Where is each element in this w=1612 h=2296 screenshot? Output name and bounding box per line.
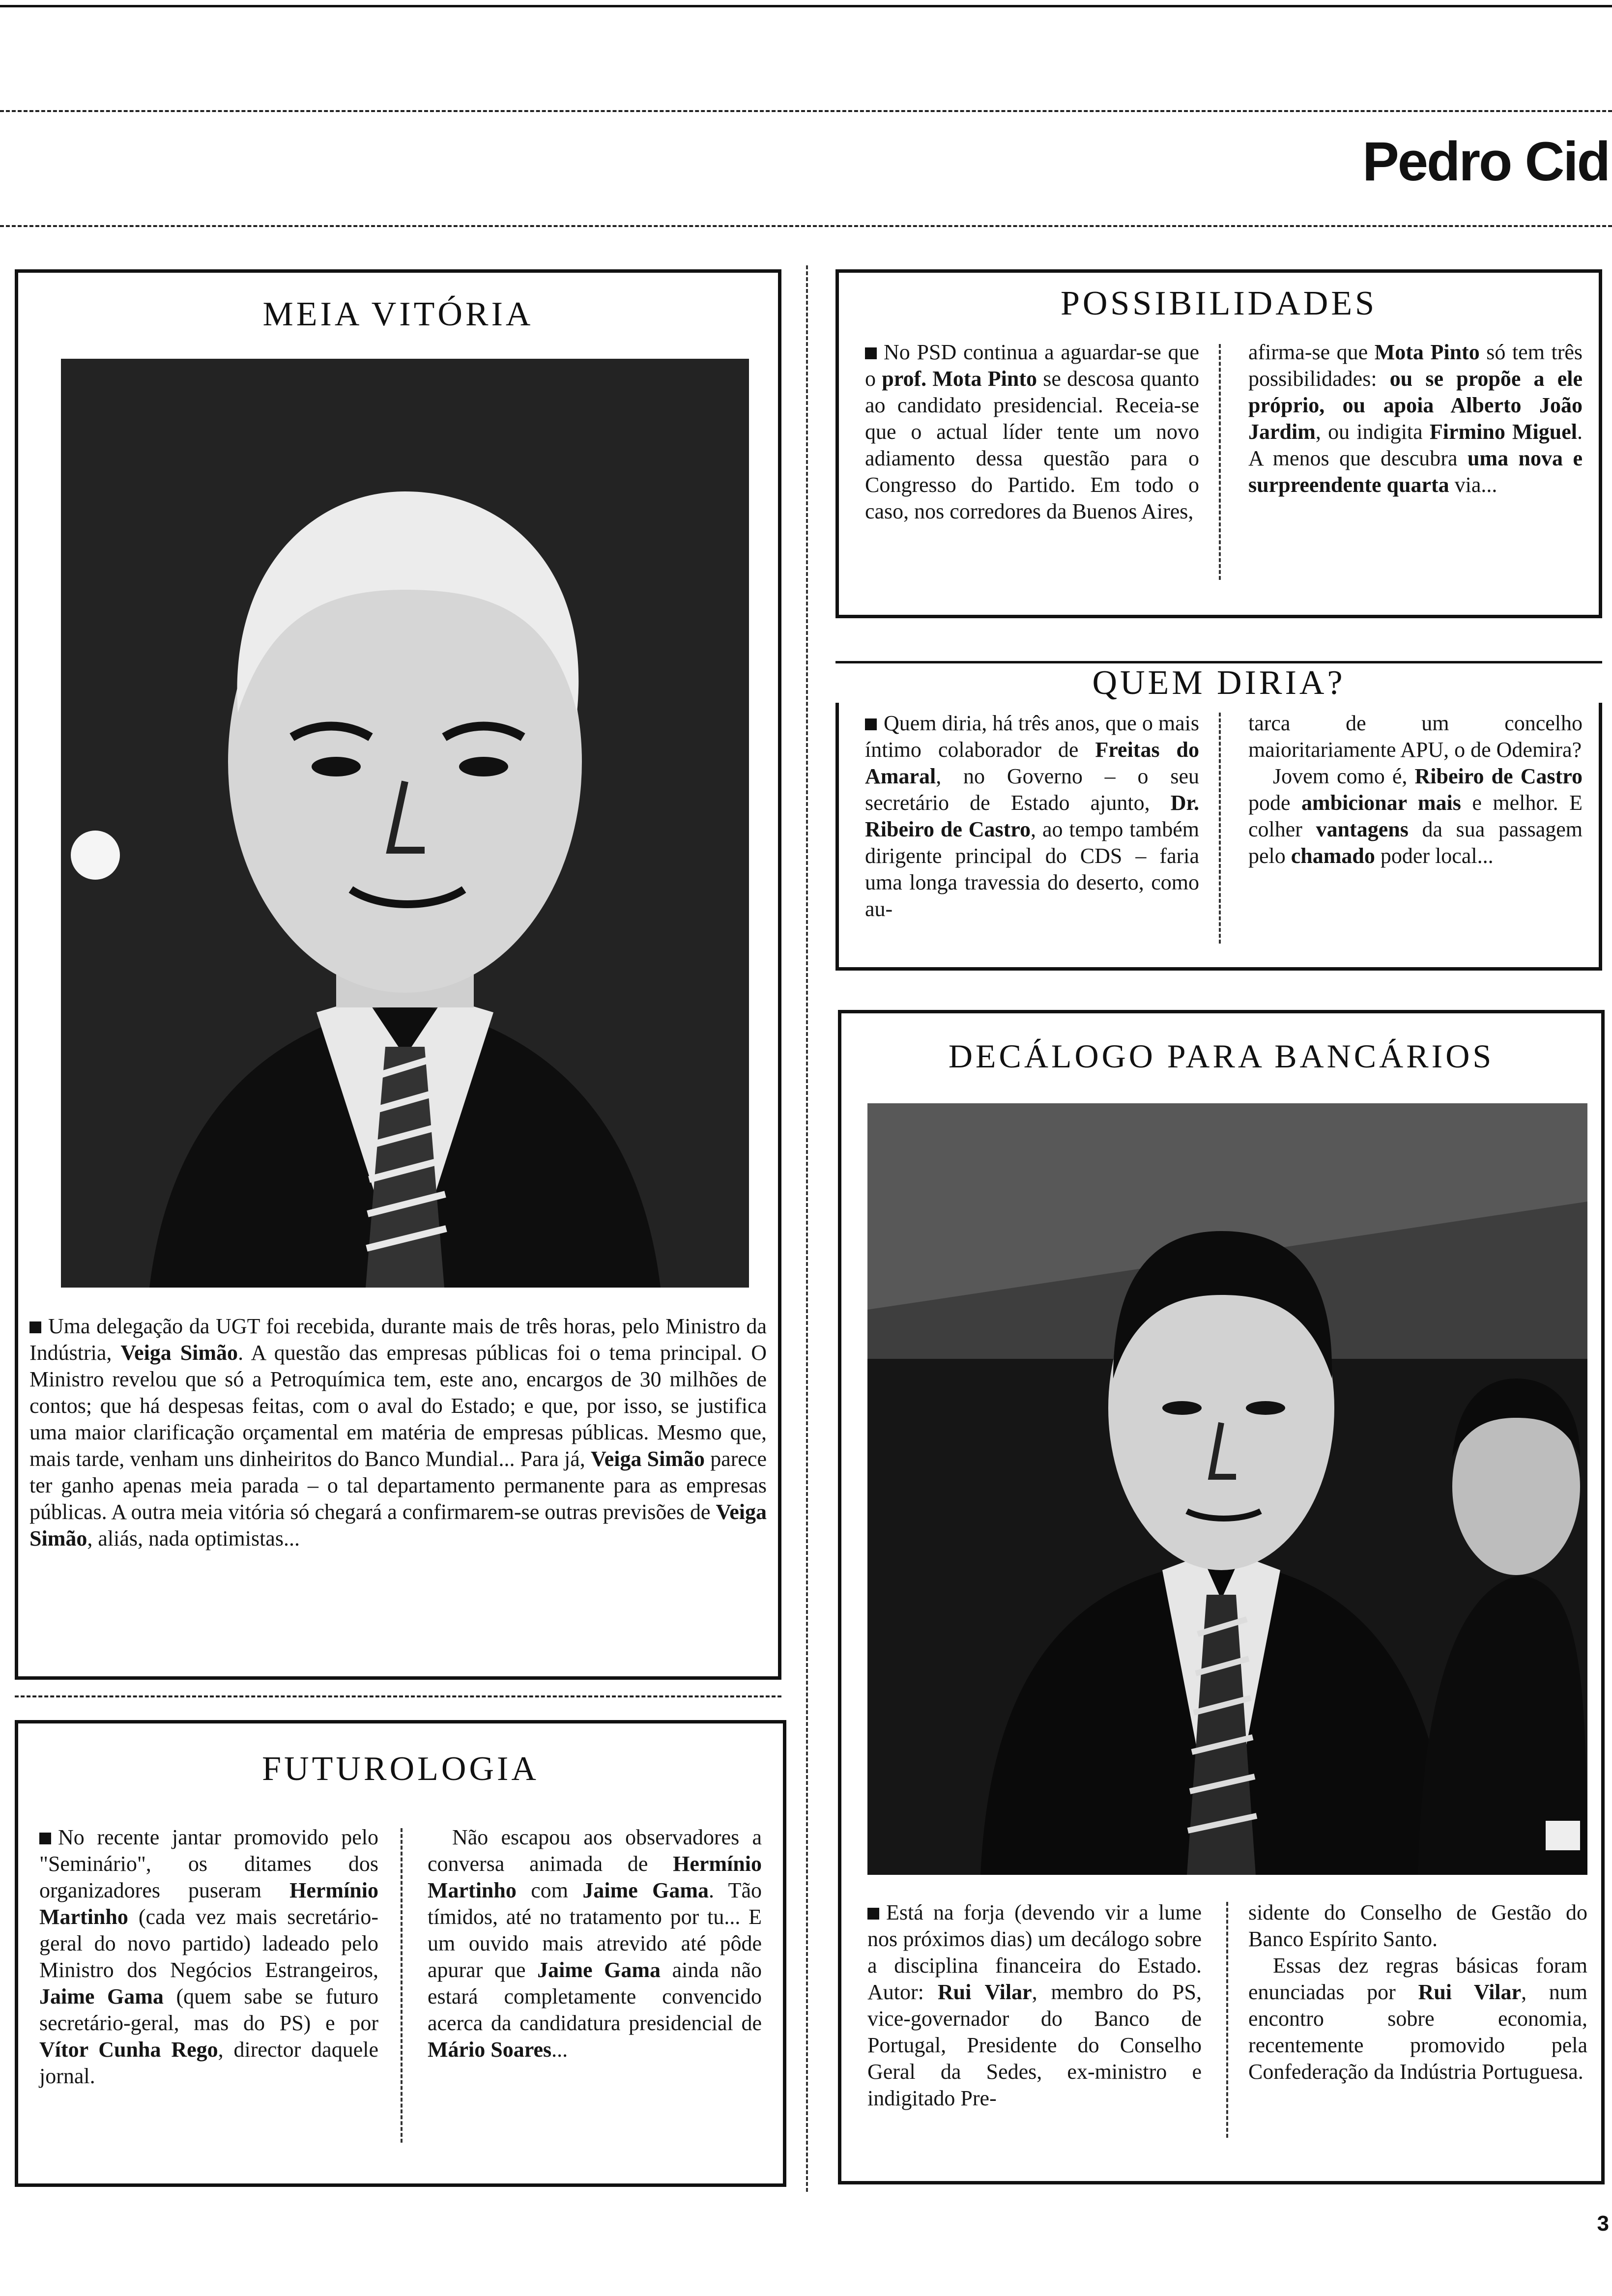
person-name: Hermínio Martinho [428,1852,762,1902]
decalogo-text: , num encontro sobre economia, recentemente promovido pela Confederação da Indústria Portuguesa. [1248,1980,1587,2084]
person-name: Veiga Simão [29,1500,767,1550]
quem-diria-text: e melhor. E colher [1248,791,1583,841]
possibilidades-divider [1219,344,1221,580]
header-rule-top [0,110,1612,112]
futurologia-title: FUTUROLOGIA [262,1750,539,1788]
person-name: Rui Vilar [1418,1980,1522,2004]
possibilidades-emphasis: ou se propõe a ele próprio, ou apoia [1248,367,1583,417]
column-divider [806,265,808,2192]
futurologia-text: (cada vez mais secretário-geral do novo partido) ladeado pelo Ministro dos Negócios Estrangeiros, [39,1905,378,1982]
decalogo-text: Está na forja (devendo vir a lume nos próximos dias) um decálogo sobre a disciplina financeira do Estado. Autor: [867,1900,1202,2004]
person-name: Firmino Miguel [1429,420,1577,444]
decalogo-title: DECÁLOGO PARA BANCÁRIOS [948,1037,1495,1075]
top-rule [0,5,1612,7]
quem-diria-text: da sua passagem pelo [1248,817,1583,868]
futurologia-text: ainda não estará completamente convencido acerca da candidatura presidencial de [428,1958,762,2035]
portrait-photo-icon [61,359,749,1288]
quem-diria-emphasis: vantagens [1316,817,1409,841]
decalogo-text: , membro do PS, vice-governador do Banco de Portugal, Presidente do Conselho Geral da Sedes, ex-ministro e indigitado Pre- [867,1980,1202,2110]
possibilidades-text: só tem três possibilidades: [1248,340,1583,391]
futurologia-text: Não escapou aos observadores a conversa animada de [428,1825,762,1876]
bullet-icon [29,1321,41,1333]
meia-vitoria-text-4: , aliás, nada optimistas... [87,1526,300,1550]
bullet-icon [867,1908,879,1920]
possibilidades-col2 [1248,339,1583,498]
quem-diria-divider [1219,713,1221,944]
futurologia-col2 [428,1824,762,2063]
meia-vitoria-text-2: . A questão das empresas públicas foi o tema principal. O Ministro revelou que só a Petroquímica tem, este ano, encargos de 30 milhões de contos; que há despesas feitas, com o aval do Estado; e que, por isso, se justifica uma maior clarificação orçamental em matéria de empresas públicas. Mesmo que, mais tarde, venham uns dinheiritos do Banco Mundial... Para já, [29,1341,767,1471]
decalogo-text: sidente do Conselho de Gestão do Banco Espírito Santo. [1248,1900,1587,1951]
meia-vitoria-photo [61,359,749,1288]
person-name: Hermínio Martinho [39,1878,378,1929]
quem-diria-title: QUEM DIRIA? [835,663,1602,703]
bullet-icon [39,1833,51,1844]
futurologia-text: (quem sabe se futuro secretário-geral, mas do PS) e por [39,1984,378,2035]
person-name: Freitas do Amaral [865,738,1199,788]
futurologia-text: No recente jantar promovido pelo "Seminário", os ditames dos organizadores puseram [39,1825,378,1902]
quem-diria-text: poder local... [1375,844,1494,868]
group-photo-icon [867,1103,1587,1875]
quem-diria-col2 [1248,710,1583,869]
futurologia-text: com [516,1878,583,1902]
possibilidades-text: No PSD continua a aguardar-se que o [865,340,1199,391]
meia-vitoria-bottom-rule [15,1695,781,1697]
person-name: Mota Pinto [1374,340,1480,364]
decalogo-col1 [867,1899,1202,2112]
person-name: Jaime Gama [537,1958,661,1982]
futurologia-text: , director daquele jornal. [39,2038,378,2088]
quem-diria-emphasis: ambicionar mais [1301,791,1461,815]
quem-diria-text: pode [1248,791,1302,815]
quem-diria-emphasis: chamado [1291,844,1375,868]
futurologia-col1 [39,1824,378,2090]
person-name: Ribeiro de Castro [1414,764,1583,788]
futurologia-text: ... [551,2038,568,2062]
possibilidades-text: , ou indigita [1315,420,1430,444]
person-name: prof. Mota Pinto [882,367,1037,391]
meia-vitoria-title: MEIA VITÓRIA [262,295,534,333]
quem-diria-text: Quem diria, há três anos, que o mais íntimo colaborador de [865,711,1199,762]
quem-diria-text: , ao tempo também dirigente principal do CDS – faria uma longa travessia do deserto, como au- [865,817,1199,921]
bullet-icon [865,347,877,359]
person-name: Alberto João Jardim [1248,393,1583,444]
decalogo-col2 [1248,1899,1587,2085]
possibilidades-col1 [865,339,1199,525]
meia-vitoria-text-1: Uma delegação da UGT foi recebida, durante mais de três horas, pelo Ministro da Indústria, [29,1314,767,1365]
person-name: Veiga Simão [591,1447,705,1471]
decalogo-text: Essas dez regras básicas foram enunciadas por [1248,1953,1587,2004]
header-rule-bottom [0,225,1612,227]
author-name: Pedro Cid [1362,131,1609,192]
page-number: 3 [1597,2211,1609,2236]
quem-diria-text: Jovem como é, [1273,764,1415,788]
possibilidades-text: se descosa quanto ao candidato presidencial. Receia-se que o actual líder tente um novo adiamento dessa questão para o Congresso do Partido. Em todo o caso, nos corredores da Buenos Aires, [865,367,1199,523]
quem-diria-text: , no Governo – o seu secretário de Estado ajunto, [865,764,1199,815]
bullet-icon [865,718,877,730]
possibilidades-title: POSSIBILIDADES [1060,285,1378,322]
person-name: Veiga Simão [120,1341,238,1365]
quem-diria-col1 [865,710,1199,922]
possibilidades-text: via... [1449,473,1497,497]
decalogo-photo [867,1103,1587,1875]
person-name: Jaime Gama [39,1984,164,2009]
person-name: Rui Vilar [937,1980,1032,2004]
person-name: Mário Soares [428,2038,552,2062]
meia-vitoria-text [29,1313,767,1552]
possibilidades-emphasis: uma nova e surpreendente quarta [1248,446,1583,497]
possibilidades-text: afirma-se que [1248,340,1375,364]
quem-diria-text: tarca de um concelho maioritariamente APU, o de Odemira? [1248,711,1583,762]
person-name: Jaime Gama [582,1878,709,1902]
futurologia-text: . Tão tímidos, até no tratamento por tu... E um ouvido mais atrevido até pôde apurar que [428,1878,762,1982]
decalogo-divider [1226,1902,1228,2138]
futurologia-divider [401,1828,403,2143]
person-name: Vítor Cunha Rego [39,2038,218,2062]
person-name: Dr. Ribeiro de Castro [865,791,1199,841]
meia-vitoria-text-3: parece ter ganho apenas meia parada – o tal departamento permanente para as empresas públicas. A outra meia vitória só chegará a confirmarem-se outras previsões de [29,1447,767,1524]
possibilidades-text: . A menos que descubra [1248,420,1583,470]
